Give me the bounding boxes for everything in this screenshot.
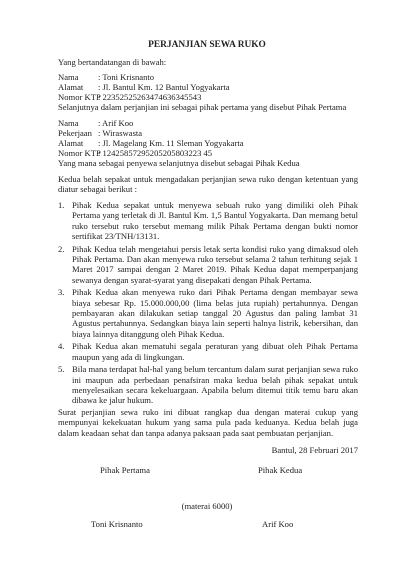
party1-address-row bbox=[58, 82, 230, 92]
document-title: PERJANJIAN SEWA RUKO bbox=[148, 40, 266, 50]
party2-job-value: : Wiraswasta bbox=[98, 128, 143, 138]
party1-address-label: Alamat bbox=[58, 82, 84, 92]
party1-note: Selanjutnya dalam perjanjian ini sebagai pihak pertama yang disebut Pihak Pertama bbox=[58, 102, 347, 112]
party2-name-label: Nama bbox=[58, 118, 79, 128]
materai-note: (materai 6000) bbox=[181, 501, 233, 511]
party2-ktp-row bbox=[58, 148, 212, 158]
signature-name-party2: Arif Koo bbox=[262, 519, 294, 529]
clause-number: 1. bbox=[58, 200, 65, 210]
clause-item bbox=[58, 244, 358, 286]
signature-title-party1: Pihak Pertama bbox=[100, 465, 150, 475]
party1-ktp-label: Nomor KTP bbox=[58, 92, 101, 102]
place-date: Bantul, 28 Februari 2017 bbox=[271, 445, 358, 455]
party1-ktp-value: : 22352525263474636345543 bbox=[98, 92, 202, 102]
party1-ktp-row bbox=[58, 92, 201, 102]
party2-address-row bbox=[58, 138, 244, 148]
party2-job-row bbox=[58, 128, 142, 138]
clause-item bbox=[58, 287, 358, 339]
party1-name-label: Nama bbox=[58, 72, 79, 82]
signature-name-party1: Toni Krisnanto bbox=[91, 519, 143, 529]
party2-name-row bbox=[58, 118, 133, 128]
clause-item bbox=[58, 341, 358, 362]
clause-text: Pihak Kedua akan menyewa ruko dari Pihak Pertama dengan membayar sewa biaya sebesar Rp. 15.000.000,00 (lima belas juta rupiah) pertahunnya. Dengan pembayaran akan dilakukan setiap tanggal 20 Agustus dan paling lambat 31 Agustus pertahunnya. Sedangkan biaya lain seperti halnya listrik, kebersihan, dan biaya lainnya ditanggung oleh Pihak Kedua. bbox=[72, 287, 358, 339]
agreement-intro: Kedua belah sepakat untuk mengadakan perjanjian sewa ruko dengan ketentuan yang diatur sebagai berikut : bbox=[58, 174, 358, 195]
party1-name-value: : Toni Krisnanto bbox=[98, 72, 155, 82]
signature-title-party2: Pihak Kedua bbox=[258, 465, 303, 475]
party2-ktp-value: : 12425857295205205803223 45 bbox=[98, 148, 213, 158]
clause-number: 2. bbox=[58, 243, 65, 254]
party2-address-label: Alamat bbox=[58, 138, 84, 148]
clause-text: Pihak Kedua akan mematuhi segala peraturan yang dibuat oleh Pihak Pertama maupun yang ada di lingkungan. bbox=[72, 341, 358, 362]
clause-number: 3. bbox=[58, 287, 65, 298]
clause-text: Pihak Kedua sepakat untuk menyewa sebuah ruko yang dimiliki oleh Pihak Pertama yang terletak di Jl. Bantul Km. 1,5 Bantul Yogyakarta. Dan memang betul ruko tersebut ruko tersebut memang milik Pihak Pertama dengan bukti nomor sertifikat 23/TNH/13131. bbox=[72, 200, 358, 242]
intro-text: Yang bertandatangan di bawah: bbox=[58, 57, 167, 67]
clause-number: 5. bbox=[58, 364, 65, 375]
clause-number: 4. bbox=[58, 341, 65, 352]
party1-name-row bbox=[58, 72, 154, 82]
clauses-list bbox=[58, 200, 358, 408]
clause-item bbox=[58, 364, 358, 406]
clause-text: Bila mana terdapat hal-hal yang belum tercantum dalam surat perjanjian sewa ruko ini maupun ada perbedaan penafsiran maka kedua belah pihak sepakat untuk menyelesaikan secara kekeluargaan. Apabila belum ditemui titik temu baru akan dibawa ke jalur hukum. bbox=[72, 364, 358, 406]
party2-ktp-label: Nomor KTP bbox=[58, 148, 101, 158]
clause-text: Pihak Kedua telah mengetahui persis letak serta kondisi ruko yang dimaksud oleh Pihak Pertama. Dan akan menyewa ruko tersebut selama 2 tahun terhitung sejak 1 Maret 2017 sampai dengan 2 Maret 2019. Pihak Kedua dapat memperpanjang sewanya dengan syarat-syarat yang disepakati dengan Pihak Pertama. bbox=[72, 243, 358, 285]
closing-paragraph: Surat perjanjian sewa ruko ini dibuat rangkap dua dengan materai cukup yang mempunyai kekekuatan hukum yang sama pula pada keduanya. Kedua belah juga dalam keadaan sehat dan tanpa adanya paksaan pada saat pembuatan perjanjian. bbox=[58, 407, 358, 438]
clause-item bbox=[58, 200, 358, 242]
party2-address-value: : Jl. Magelang Km. 11 Sleman Yogyakarta bbox=[98, 138, 244, 148]
party2-job-label: Pekerjaan bbox=[58, 128, 92, 138]
party2-note: Yang mana sebagai penyewa selanjutnya disebut sebagai Pihak Kedua bbox=[58, 158, 300, 168]
party2-name-value: : Arif Koo bbox=[98, 118, 134, 128]
party1-address-value: : Jl. Bantul Km. 12 Bantul Yogyakarta bbox=[98, 82, 230, 92]
